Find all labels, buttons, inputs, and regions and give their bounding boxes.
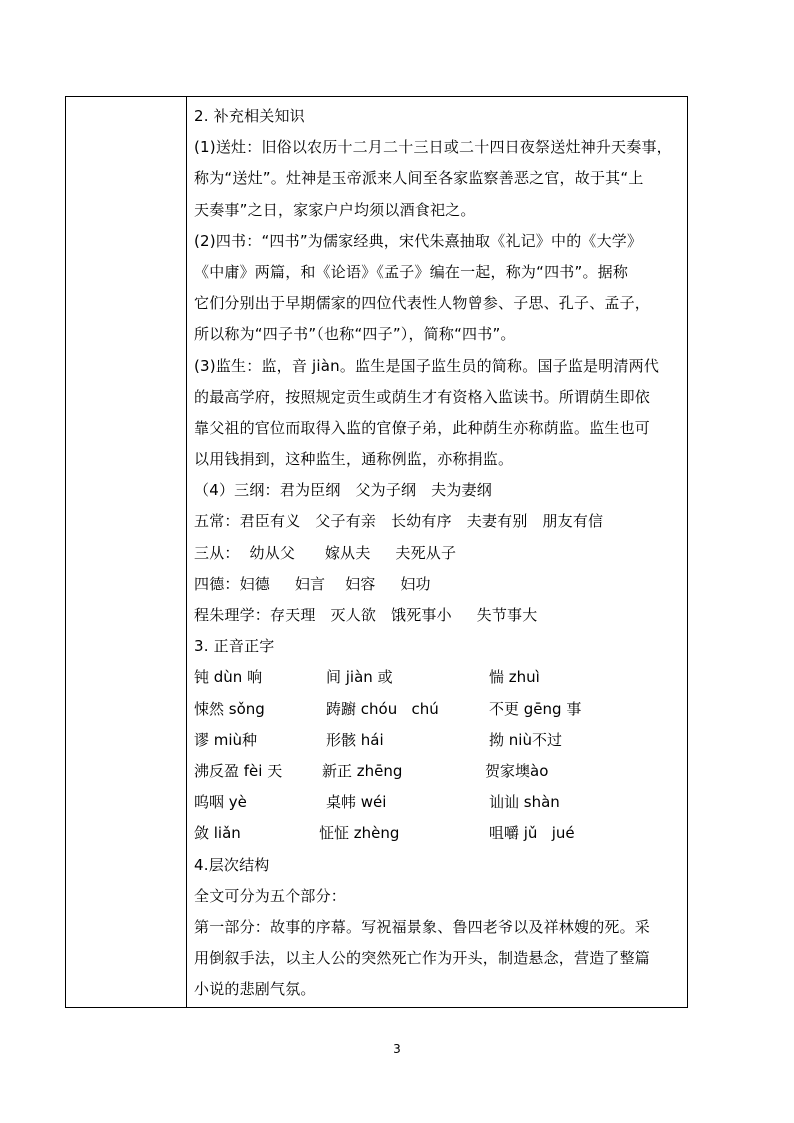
knowledge-item-4-lixue: 程朱理学：存天理 灭人欲 饿死事小 失节事大	[194, 606, 538, 624]
knowledge-item-3-line-1: (3)监生：监，音 jiàn。监生是国子监生员的简称。国子监是明清两代	[194, 356, 660, 375]
knowledge-item-2-line-2: 《中庸》两篇，和《论语》《孟子》编在一起，称为“四书”。据称	[194, 262, 629, 281]
pronunciation-cell: 间 jiàn 或	[326, 668, 393, 687]
content-table	[65, 96, 688, 1008]
knowledge-item-2-line-4: 所以称为“四子书”（也称“四子”），简称“四书”。	[194, 325, 516, 344]
section-heading-supplementary-knowledge: 2. 补充相关知识	[194, 107, 305, 125]
structure-part-1-line-1: 第一部分：故事的序幕。写祝福景象、鲁四老爷以及祥林嫂的死。采	[194, 917, 651, 936]
structure-part-1-line-2: 用倒叙手法，以主人公的突然死亡作为开头，制造悬念，营造了整篇	[194, 949, 651, 968]
pronunciation-cell: 讪讪 shàn	[489, 793, 560, 812]
structure-part-1-line-3: 小说的悲剧气氛。	[194, 980, 316, 999]
knowledge-item-1-line-2: 称为“送灶”。灶神是玉帝派来人间至各家监察善恶之官，故于其“上	[194, 169, 644, 188]
pronunciation-cell: 拗 niù不过	[489, 730, 562, 749]
knowledge-item-4-sangang: （4）三纲：君为臣纲 父为子纲 夫为妻纲	[194, 481, 492, 500]
pronunciation-cell: 不更 gēng 事	[489, 699, 582, 718]
pronunciation-row	[194, 694, 681, 725]
knowledge-item-3-line-4: 以用钱捐到，这种监生，通称例监，亦称捐监。	[194, 450, 514, 469]
pronunciation-cell: 桌帏 wéi	[326, 793, 387, 812]
knowledge-item-2-line-1: (2)四书：“四书”为儒家经典，宋代朱熹抽取《礼记》中的《大学》	[194, 231, 643, 250]
pronunciation-cell: 呜咽 yè	[194, 793, 247, 812]
page-number: 3	[393, 1042, 401, 1056]
pronunciation-cell: 悚然 sǒng	[194, 699, 265, 718]
pronunciation-row	[194, 662, 681, 693]
pronunciation-cell: 惴 zhuì	[489, 668, 540, 687]
knowledge-item-3-line-3: 靠父祖的官位而取得入监的官僚子弟，此种荫生亦称荫监。监生也可	[194, 418, 651, 437]
knowledge-item-2-line-3: 它们分别出于早期儒家的四位代表性人物曾参、子思、孔子、孟子，	[194, 294, 651, 313]
table-right-column	[187, 97, 687, 1007]
pronunciation-cell: 踌躕 chóu chú	[326, 699, 439, 718]
knowledge-item-1-line-3: 天奏事”之日，家家户户均须以酒食祀之。	[194, 200, 476, 219]
pronunciation-cell: 形骸 hái	[326, 730, 384, 749]
pronunciation-cell: 钝 dùn 响	[194, 668, 263, 687]
knowledge-item-4-side: 四德：妇德 妇言 妇容 妇功	[194, 574, 431, 593]
pronunciation-cell: 怔怔 zhèng	[319, 824, 400, 843]
table-left-column	[66, 97, 187, 1007]
knowledge-item-4-wuchang: 五常：君臣有义 父子有亲 长幼有序 夫妻有别 朋友有信	[194, 512, 604, 531]
pronunciation-cell: 咀嚼 jǔ jué	[489, 824, 575, 843]
knowledge-item-1-line-1: (1)送灶：旧俗以农历十二月二十三日或二十四日夜祭送灶神升天奏事，	[194, 138, 672, 157]
pronunciation-cell: 谬 miù种	[194, 730, 258, 749]
pronunciation-row	[194, 818, 681, 849]
pronunciation-cell: 新正 zhēng	[322, 761, 403, 780]
pronunciation-row	[194, 725, 681, 756]
section-heading-pronunciation: 3. 正音正字	[194, 637, 275, 656]
pronunciation-cell: 敛 liǎn	[194, 824, 241, 843]
structure-intro: 全文可分为五个部分：	[194, 886, 347, 905]
knowledge-item-4-sancong: 三从： 幼从父 嫁从夫 夫死从子	[194, 543, 457, 562]
pronunciation-row	[194, 787, 681, 818]
pronunciation-cell: 贺家墺ào	[485, 761, 549, 780]
section-heading-structure: 4.层次结构	[194, 855, 270, 874]
pronunciation-row	[194, 756, 681, 787]
knowledge-item-3-line-2: 的最高学府，按照规定贡生或荫生才有资格入监读书。所谓荫生即依	[194, 387, 651, 406]
pronunciation-cell: 沸反盈 fèi 天	[194, 761, 283, 780]
